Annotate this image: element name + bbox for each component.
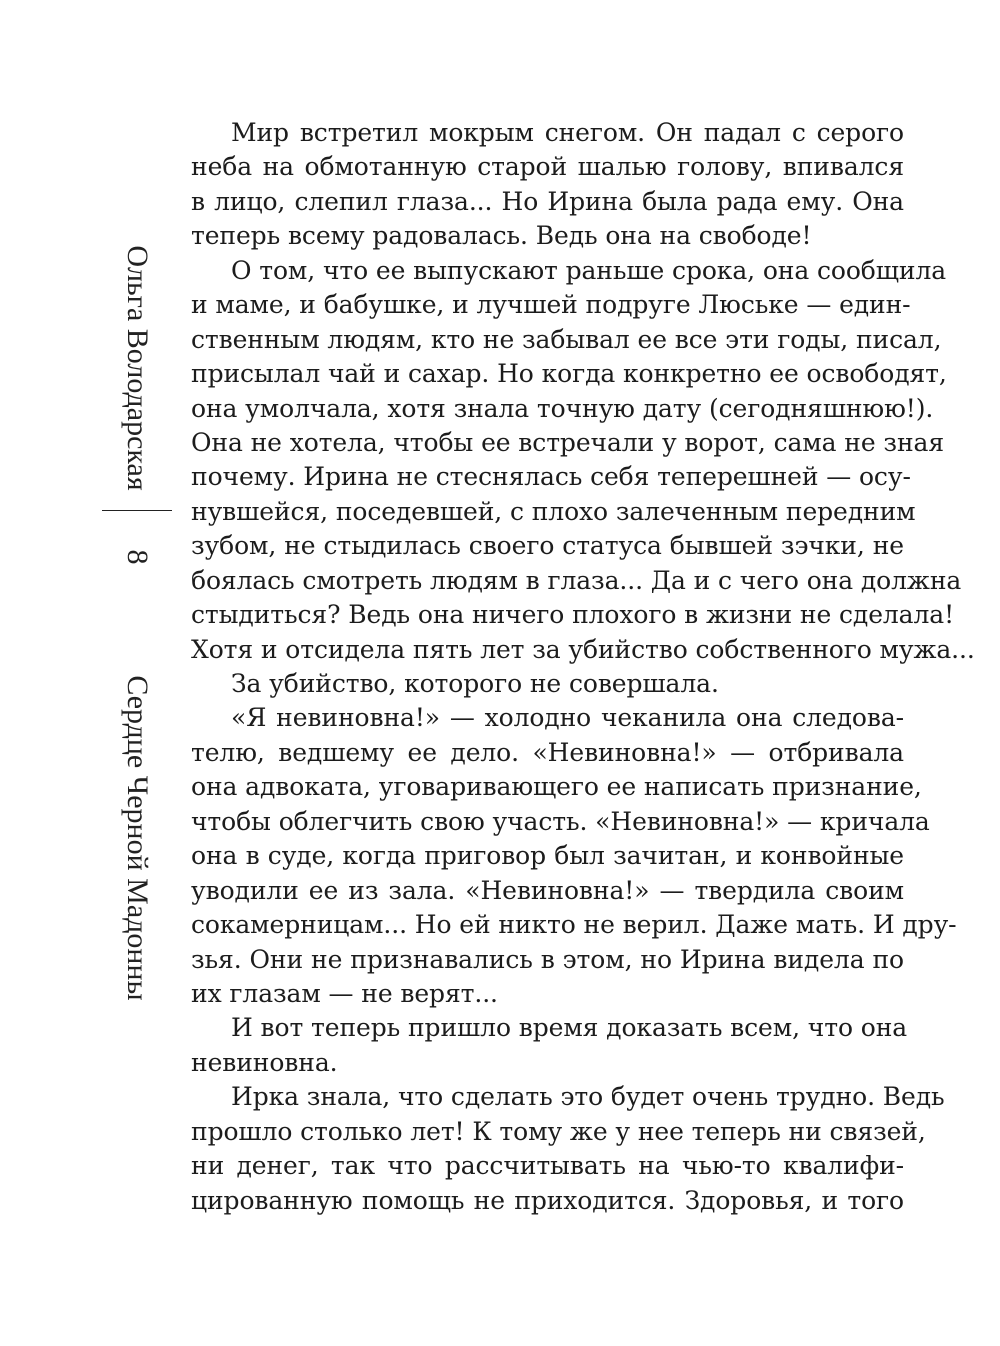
text-line: И вот теперь пришло время доказать всем, что она	[231, 1013, 908, 1043]
text-line: Она не хотела, чтобы ее встречали у ворот, сама не зная	[191, 427, 944, 457]
text-line: боялась смотреть людям в глаза... Да и с чего она должна	[191, 565, 962, 595]
text-line: неба на обмотанную старой шалью голову, впивался	[191, 152, 904, 182]
running-head-author: Ольга Володарская	[121, 245, 154, 491]
running-head	[102, 230, 172, 1001]
body-text	[191, 116, 975, 1218]
text-line: присылал чай и сахар. Но когда конкретно ее освободят,	[191, 359, 947, 389]
text-line: прошло столько лет! К тому же у нее теперь ни связей,	[191, 1116, 926, 1146]
text-line: и маме, и бабушке, и лучшей подруге Люське — един-	[191, 290, 911, 320]
text-line: цированную помощь не приходится. Здоровья, и того	[191, 1185, 904, 1215]
text-line: их глазам — не верят...	[191, 978, 498, 1008]
text-line: За убийство, которого не совершала.	[231, 669, 719, 698]
text-line: зья. Они не признавались в этом, но Ирина видела по	[191, 944, 904, 974]
text-line: в лицо, слепил глаза... Но Ирина была рада ему. Она	[191, 186, 904, 216]
text-line: Мир встретил мокрым снегом. Он падал с серого	[231, 118, 904, 147]
text-line: чтобы облегчить свою участь. «Невиновна!» — кричала	[191, 806, 930, 836]
text-line: она умолчала, хотя знала точную дату (сегодняшнюю!).	[191, 393, 934, 423]
text-line: О том, что ее выпускают раньше срока, она сообщила	[231, 255, 947, 285]
text-line: сокамерницам... Но ей никто не верил. Даже мать. И дру-	[191, 910, 957, 940]
text-line: Ирка знала, что сделать это будет очень трудно. Ведь	[231, 1082, 945, 1112]
text-line: она в суде, когда приговор был зачитан, и конвойные	[191, 841, 904, 871]
text-line: уводили ее из зала. «Невиновна!» — твердила своим	[191, 875, 904, 905]
text-line: телю, ведшему ее дело. «Невиновна!» — отбривала	[191, 737, 904, 767]
text-line: она адвоката, уговаривающего ее написать признание,	[191, 772, 922, 802]
text-line: теперь всему радовалась. Ведь она на свободе!	[191, 221, 812, 251]
text-line: «Я невиновна!» — холодно чеканила она следова-	[231, 703, 904, 733]
text-line: ни денег, так что рассчитывать на чью-то квалифи-	[191, 1151, 904, 1181]
text-line: нувшейся, поседевшей, с плохо залеченным передним	[191, 496, 916, 526]
page-number: 8	[121, 549, 154, 565]
text-line: ственным людям, кто не забывал ее все эти годы, писал,	[191, 324, 942, 354]
text-line: невиновна.	[191, 1047, 338, 1077]
text-line: почему. Ирина не стеснялась себя теперешней — осу-	[191, 462, 911, 492]
running-head-book-title: Сердце Черной Мадонны	[121, 675, 154, 1001]
running-head-divider	[102, 510, 172, 511]
text-line: Хотя и отсидела пять лет за убийство собственного мужа...	[191, 634, 975, 664]
text-line: зубом, не стыдилась своего статуса бывшей зэчки, не	[191, 531, 904, 561]
text-line: стыдиться? Ведь она ничего плохого в жизни не сделала!	[191, 600, 955, 630]
